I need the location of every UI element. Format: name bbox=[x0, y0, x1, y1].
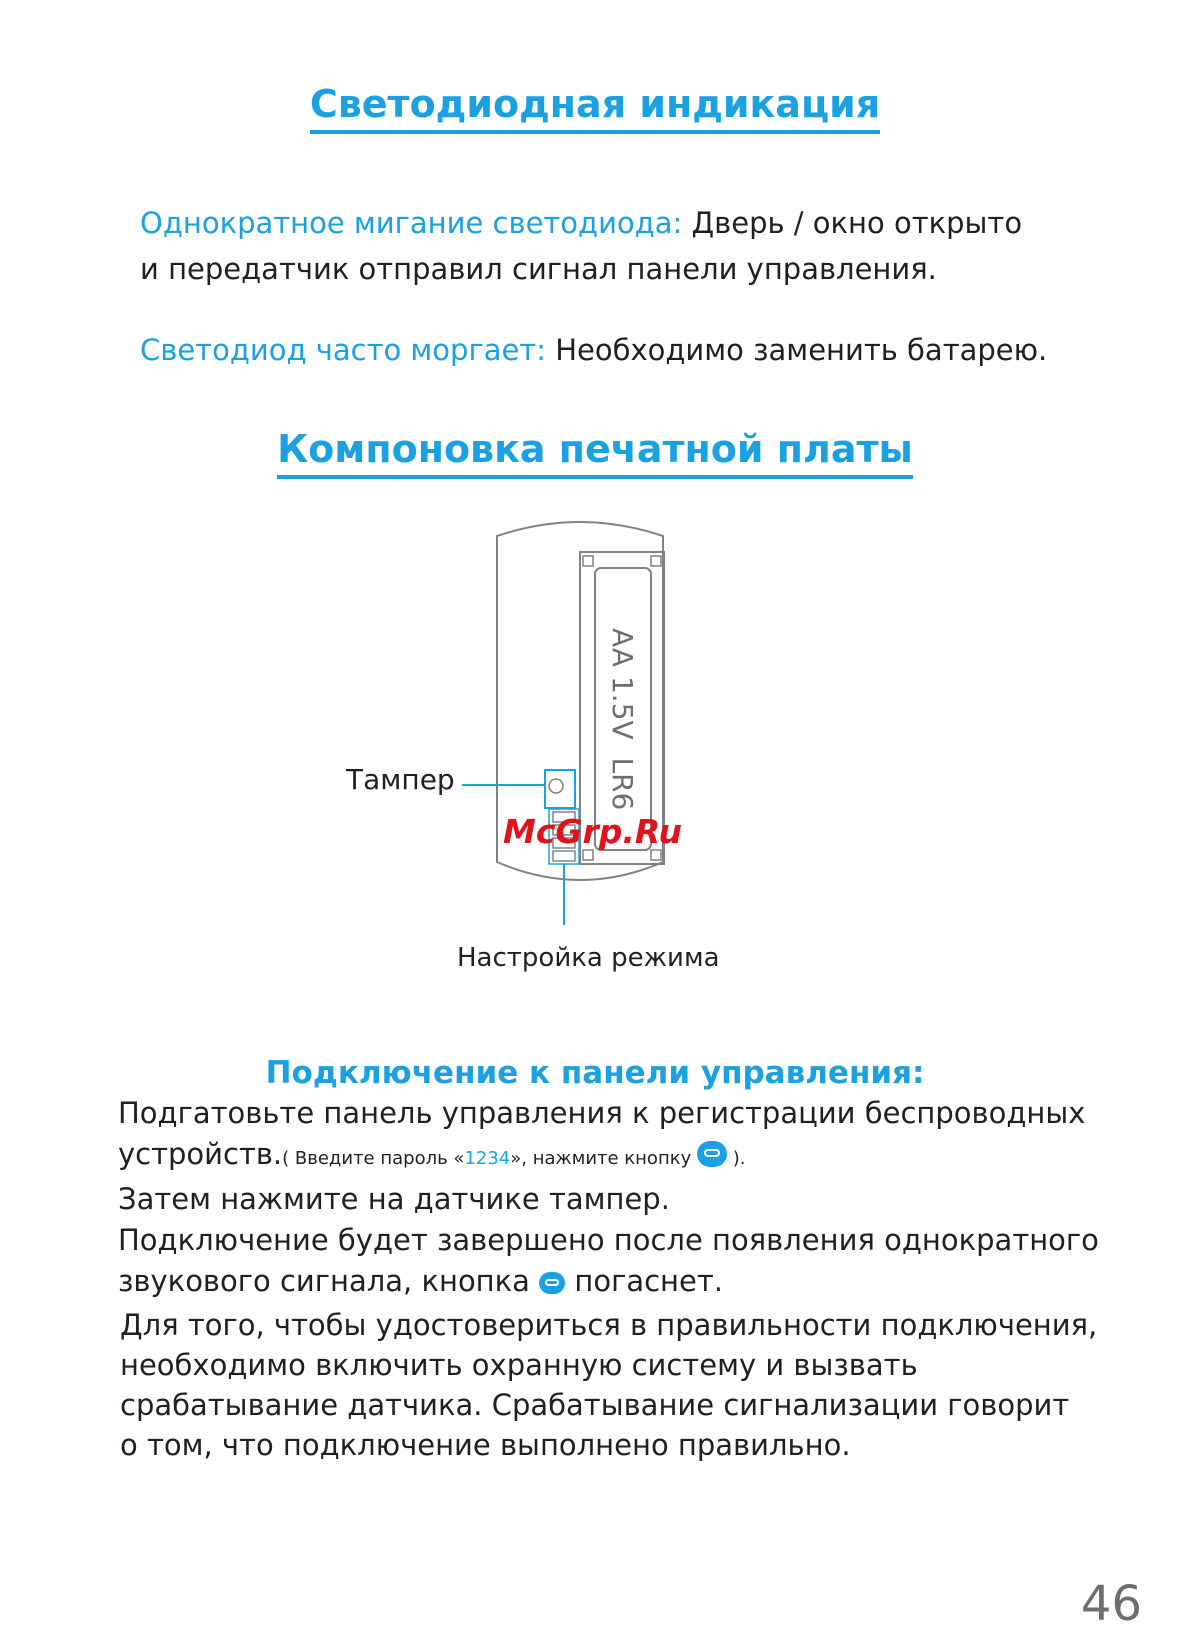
password-code: 1234 bbox=[464, 1148, 511, 1169]
step-3-line-2b: погаснет. bbox=[565, 1264, 723, 1298]
watermark: McGrp.Ru bbox=[503, 812, 683, 851]
step-1-note-b: », нажмите кнопку bbox=[510, 1148, 697, 1169]
led-fast-blink bbox=[140, 327, 1047, 373]
connection-step-1 bbox=[118, 1093, 1099, 1302]
connection-title: Подключение к панели управления: bbox=[265, 1055, 925, 1091]
page-number: 46 bbox=[1080, 1576, 1142, 1632]
mode-setting-label: Настройка режима bbox=[457, 943, 720, 973]
battery-label: AA 1.5V LR6 bbox=[606, 628, 639, 811]
pcb-layout-title: Компоновка печатной платы bbox=[277, 427, 913, 479]
step-1-note-c: ). bbox=[726, 1148, 746, 1169]
led-indication-title: Светодиодная индикация bbox=[310, 82, 880, 134]
step-1-line-2: устройств. bbox=[118, 1137, 283, 1171]
step-1-note-a: ( Введите пароль « bbox=[282, 1148, 465, 1169]
verify-line-3: срабатывание датчика. Срабатывание сигнализации говорит bbox=[120, 1388, 1070, 1422]
led-single-blink-text-a: Дверь / окно открыто bbox=[682, 206, 1023, 240]
step-2-text: Затем нажмите на датчике тампер. bbox=[118, 1182, 670, 1216]
led-single-blink-label: Однократное мигание светодиода: bbox=[140, 206, 683, 240]
step-3-line-2a: звукового сигнала, кнопка bbox=[118, 1264, 540, 1298]
connection-verification bbox=[120, 1305, 1097, 1465]
panel-button-icon bbox=[539, 1272, 565, 1294]
led-fast-blink-label: Светодиод часто моргает: bbox=[140, 333, 546, 367]
section-title-pcb bbox=[0, 427, 1190, 479]
verify-line-2: необходимо включить охранную систему и вызвать bbox=[120, 1348, 918, 1382]
led-fast-blink-text: Необходимо заменить батарею. bbox=[545, 333, 1048, 367]
panel-button-icon bbox=[697, 1141, 727, 1167]
tamper-label: Тампер bbox=[346, 763, 455, 796]
pcb-diagram bbox=[0, 520, 1190, 1000]
led-single-blink bbox=[140, 200, 1022, 292]
step-1-line-1: Подгатовьте панель управления к регистрации беспроводных bbox=[118, 1096, 1086, 1130]
section-title-led bbox=[0, 82, 1190, 134]
verify-line-4: о том, что подключение выполнено правильно. bbox=[120, 1428, 851, 1462]
step-3-line-1: Подключение будет завершено после появления однократного bbox=[118, 1223, 1099, 1257]
led-single-blink-text-b: и передатчик отправил сигнал панели управления. bbox=[140, 252, 937, 286]
verify-line-1: Для того, чтобы удостовериться в правильности подключения, bbox=[120, 1308, 1098, 1342]
